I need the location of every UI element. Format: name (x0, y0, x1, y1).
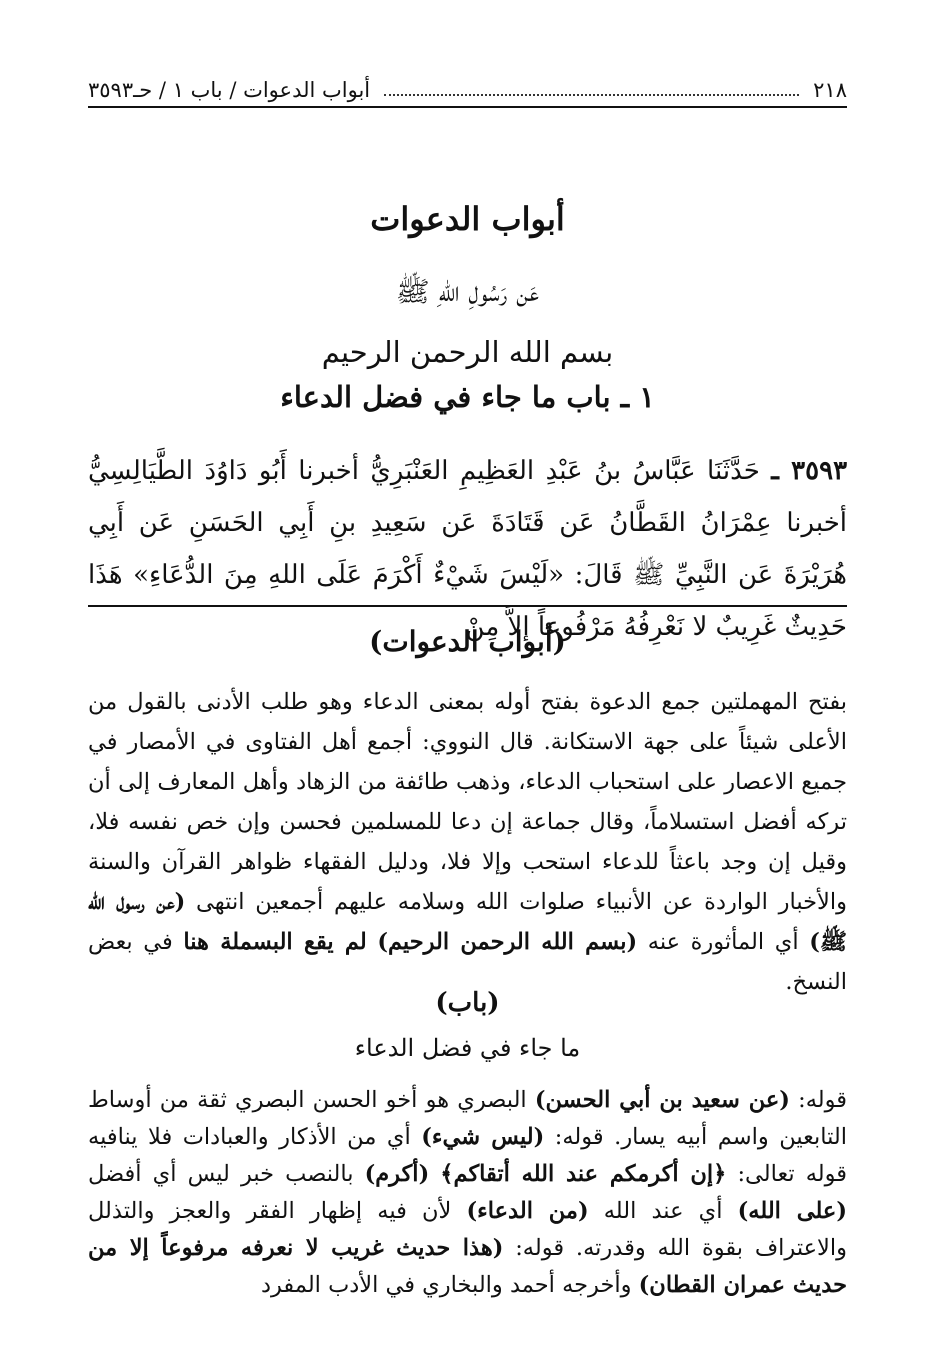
bab-subtitle: ما جاء في فضل الدعاء (354, 1034, 581, 1062)
hadith-text: حَدَّثَنَا عَبَّاسُ بنُ عَبْدِ العَظِيمِ العَنْبَرِيُّ أخبرنا أَبُو دَاوُدَ الطَّيَالِسِيُّ أخبرنا عِمْرَانُ القَطَّانُ عَن قَتَادَةَ عَن سَعِيدِ بنِ أَبِي الحَسَنِ عَن أَبِي هُرَيْرَةَ عَن النَّبِيِّ ﷺ قَالَ: «لَيْسَ شَيْءٌ أَكْرَمَ عَلَى اللهِ مِنَ الدُّعَاءِ» هَذَا حَدِيثٌ غَرِيبٌ لا نَعْرِفُهُ مَرْفُوعاً إلاَّ مِنْ (88, 456, 847, 642)
commentary-bold: (عن سعيد بن أبي الحسن) (534, 1087, 790, 1113)
commentary-text: لأن فيه إظهار الفقر والعجز والتذلل والاعتراف بقوة الله وقدرته. قوله: (88, 1198, 848, 1261)
commentary-text: في بعض النسخ. (88, 929, 847, 995)
page-number: ٢١٨ (813, 78, 847, 102)
commentary-bold: لم يقع البسملة هنا (183, 929, 367, 955)
commentary-title: (أبواب الدعوات) (369, 625, 566, 658)
commentary-bold: (من الدعاء) (466, 1198, 589, 1224)
bab-label: (باب) (435, 988, 500, 1018)
chapter-heading: ١ ـ باب ما جاء في فضل الدعاء (280, 380, 655, 414)
commentary-paragraph-1 (88, 682, 847, 1002)
basmala: بسم الله الرحمن الرحيم (321, 335, 614, 369)
quran-verse: ﴿إن أكرمكم عند الله أتقاكم﴾ (440, 1161, 727, 1187)
commentary-bold: (هذا حديث غريب لا نعرفه مرفوعاً إلا من حديث عمران القطان) (88, 1235, 847, 1298)
hadith-number: ٣٥٩٣ ـ (771, 456, 848, 486)
section-subtitle: عَن رَسُولِ اللهِ ﷺ (395, 275, 540, 308)
running-header (88, 72, 847, 108)
leader-dots (384, 93, 799, 96)
running-title: أبواب الدعوات / باب ١ / حـ٣٥٩٣ (88, 78, 371, 102)
commentary-text: بفتح المهملتين جمع الدعوة بفتح أوله بمعنى الدعاء وهو طلب الأدنى بالقول من الأعلى شيئاً على جهة الاستكانة. قال النووي: أجمع أهل الفتاوى في الأمصار في جميع الاعصار على استحباب الدعاء، وذهب طائفة من الزهاد وأهل المعارف إلى أن تركه أفضل استسلاماً، وقال جماعة إن دعا للمسلمين فحسن وإن خص نفسه فلا، وقيل إن وجد باعثاً للدعاء استحب وإلا فلا، ودليل الفقهاء ظواهر القرآن والسنة والأخبار الواردة عن الأنبياء صلوات الله وسلامه عليهم أجمعين انتهى (88, 689, 847, 915)
commentary-text: البصري هو أخو الحسن البصري ثقة من أوساط التابعين واسم أبيه يسار. قوله: (88, 1087, 847, 1150)
commentary-bold: (عن رسول الله ﷺ) (88, 889, 848, 955)
commentary-text: أي من الأذكار والعبادات فلا ينافيه قوله تعالى: (88, 1124, 847, 1187)
hadith-text-block (88, 445, 847, 653)
commentary-text: وأخرجه أحمد والبخاري في الأدب المفرد (261, 1272, 632, 1298)
commentary-text: أي المأثورة عنه (647, 929, 799, 955)
commentary-paragraph-2 (88, 1082, 847, 1304)
footnote-divider (88, 605, 847, 607)
commentary-text: قوله: (798, 1087, 847, 1113)
commentary-bold: (بسم الله الرحمن الرحيم) (377, 929, 638, 955)
book-section-title: أبواب الدعوات (370, 200, 565, 238)
commentary-bold: (ليس شيء) (421, 1124, 545, 1150)
commentary-text: بالنصب خبر ليس أي أفضل (88, 1161, 354, 1187)
commentary-bold: (على الله) (737, 1198, 848, 1224)
commentary-text: أي عند الله (603, 1198, 723, 1224)
commentary-bold: (أكرم) (364, 1161, 430, 1187)
